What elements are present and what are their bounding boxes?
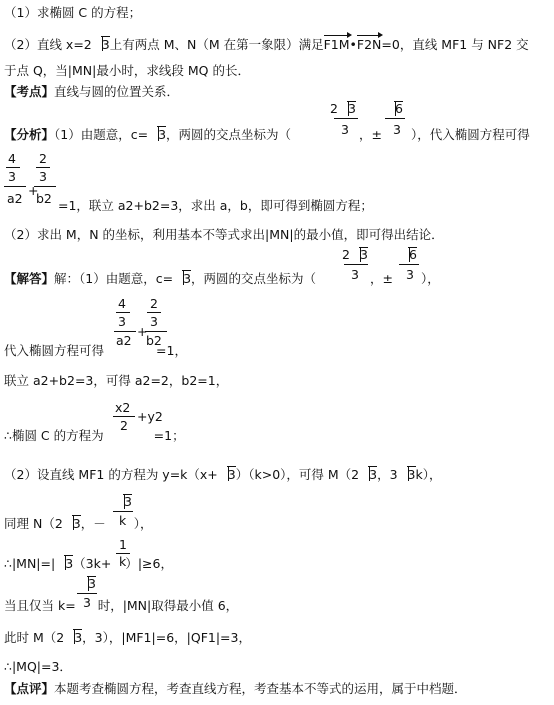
dot-product: • bbox=[349, 37, 357, 52]
frac-r6-num: 6 bbox=[399, 248, 417, 262]
fraction-bar bbox=[6, 167, 20, 168]
kaodian-line bbox=[4, 84, 179, 100]
frac-4b: 4 bbox=[118, 296, 126, 311]
lianli-line: 联立 a2+b2=3，可得 a2=2，b2=1， bbox=[4, 373, 229, 388]
frac-2r3-num: 2 3 bbox=[342, 247, 368, 262]
k-den: k bbox=[119, 513, 127, 528]
fraction-bar bbox=[116, 312, 130, 313]
fenxi-pm: ，± bbox=[359, 127, 382, 142]
sub-eq-line bbox=[4, 343, 187, 359]
q2-text-c: =0，直线 MF1 与 NF2 交 bbox=[381, 37, 529, 52]
fraction-bar bbox=[344, 264, 368, 265]
vector-f1m: F1M bbox=[323, 37, 350, 52]
jieda-text-d: ）， bbox=[421, 271, 440, 286]
frac-r6-den: 3 bbox=[406, 267, 414, 282]
fenxi-text-b: ，两圆的交点坐标为（ bbox=[166, 127, 292, 142]
frac-2r3-over-3-num: 2 3 bbox=[330, 101, 356, 116]
frac-r6-over-3-den: 3 bbox=[393, 122, 401, 137]
jieda-text-a: 解：（1）由题意，c= bbox=[54, 271, 174, 286]
plus-sign: + bbox=[137, 324, 148, 339]
q2-text-b: 上有两点 M、N（M 在第一象限）满足 bbox=[109, 37, 324, 52]
k-den-b: k bbox=[119, 554, 127, 569]
jieda-pm: ，± bbox=[370, 271, 393, 286]
b2-den: b2 bbox=[36, 191, 52, 206]
dianping-text: 本题考查椭圆方程，考查直线方程，考查基本不等式的运用，属于中档题． bbox=[54, 681, 467, 696]
a2-den-b: a2 bbox=[116, 333, 132, 348]
x2-num: x2 bbox=[115, 400, 131, 415]
frac-2b: 2 bbox=[150, 296, 158, 311]
jieda-tag: 【解答】 bbox=[4, 271, 55, 286]
fraction-bar bbox=[77, 593, 97, 594]
frac-4: 4 bbox=[8, 151, 16, 166]
kaodian-text: 直线与圆的位置关系． bbox=[54, 84, 180, 99]
frac-r6-over-3-num: 6 bbox=[385, 102, 403, 116]
frac-3: 3 bbox=[39, 169, 47, 184]
mn-line: ∴|MN|=| 3（3k+ ）|≥6， bbox=[4, 556, 173, 571]
fraction-bar bbox=[145, 331, 167, 332]
fraction-bar bbox=[34, 186, 56, 187]
a2-den: a2 bbox=[7, 191, 23, 206]
jieda-line1 bbox=[4, 271, 316, 287]
plus-sign: + bbox=[28, 183, 39, 198]
fraction-bar bbox=[147, 312, 161, 313]
fraction-bar bbox=[385, 118, 405, 119]
fenxi-line1 bbox=[4, 127, 291, 143]
fenxi-text-d: ），代入椭圆方程可得 bbox=[411, 127, 530, 142]
sub-eq-text: 代入椭圆方程可得 bbox=[4, 343, 105, 358]
r3-num-b: 3 bbox=[78, 577, 96, 591]
sqrt-3: 3 bbox=[93, 37, 110, 53]
question-2-line1 bbox=[4, 37, 529, 53]
question-1: （1）求椭圆 C 的方程； bbox=[4, 5, 142, 20]
jieda-text-b: ，两圆的交点坐标为（ bbox=[191, 271, 317, 286]
dang-line: 当且仅当 k= 时，|MN|取得最小值 6， bbox=[4, 598, 239, 613]
one-num: 1 bbox=[119, 537, 127, 552]
dianping-line bbox=[4, 681, 467, 697]
fraction-bar bbox=[334, 118, 358, 119]
fraction-bar bbox=[113, 416, 135, 417]
mq-line: ∴|MQ|=3． bbox=[4, 659, 72, 674]
fraction-bar bbox=[113, 511, 133, 512]
part2-line1: （2）设直线 MF1 的方程为 y=k（x+ 3）（k>0），可得 M（2 3，3 3k）， bbox=[4, 467, 442, 482]
question-2-line2: 于点 Q，当|MN|最小时，求线段 MQ 的长． bbox=[4, 63, 250, 78]
fenxi-line4: （2）求出 M，N 的坐标，利用基本不等式求出|MN|的最小值，即可得出结论． bbox=[4, 227, 444, 242]
fraction-bar bbox=[4, 186, 26, 187]
b2-den-b: b2 bbox=[146, 333, 162, 348]
dianping-tag: 【点评】 bbox=[4, 681, 55, 696]
frac-2r3-den: 3 bbox=[351, 267, 359, 282]
three-den: 3 bbox=[83, 595, 91, 610]
eq1-text: =1， bbox=[156, 343, 187, 358]
vector-f2n: F2N bbox=[356, 37, 382, 52]
frac-3b: 3 bbox=[118, 314, 126, 329]
fenxi-tag: 【分析】 bbox=[4, 127, 55, 142]
cishi-line: 此时 M（2 3，3），|MF1|=6，|QF1|=3， bbox=[4, 630, 251, 645]
fraction-bar bbox=[36, 167, 50, 168]
frac-3: 3 bbox=[8, 169, 16, 184]
two-den: 2 bbox=[120, 418, 128, 433]
y2-term: +y2 bbox=[137, 409, 163, 424]
conclusion-text: ∴椭圆 C 的方程为 bbox=[4, 428, 104, 443]
frac-3c: 3 bbox=[150, 314, 158, 329]
frac-2: 2 bbox=[39, 151, 47, 166]
fraction-bar bbox=[114, 331, 136, 332]
conclusion-line bbox=[4, 428, 185, 444]
r3-num: 3 bbox=[114, 495, 132, 509]
fenxi-text-a: （1）由题意，c= bbox=[54, 127, 149, 142]
q2-text-a: （2）直线 x=2 bbox=[4, 37, 92, 52]
fraction-bar bbox=[399, 264, 419, 265]
fenxi-line3: =1，联立 a2+b2=3，求出 a，b，即可得到椭圆方程； bbox=[58, 198, 373, 213]
kaodian-tag: 【考点】 bbox=[4, 84, 55, 99]
tongli-line: 同理 N（2 3，－ ）， bbox=[4, 516, 153, 531]
conclusion-end: =1； bbox=[153, 428, 185, 443]
sqrt-3: 3 bbox=[149, 127, 166, 143]
sqrt-3: 3 bbox=[174, 271, 191, 287]
frac-2r3-over-3-den: 3 bbox=[341, 122, 349, 137]
